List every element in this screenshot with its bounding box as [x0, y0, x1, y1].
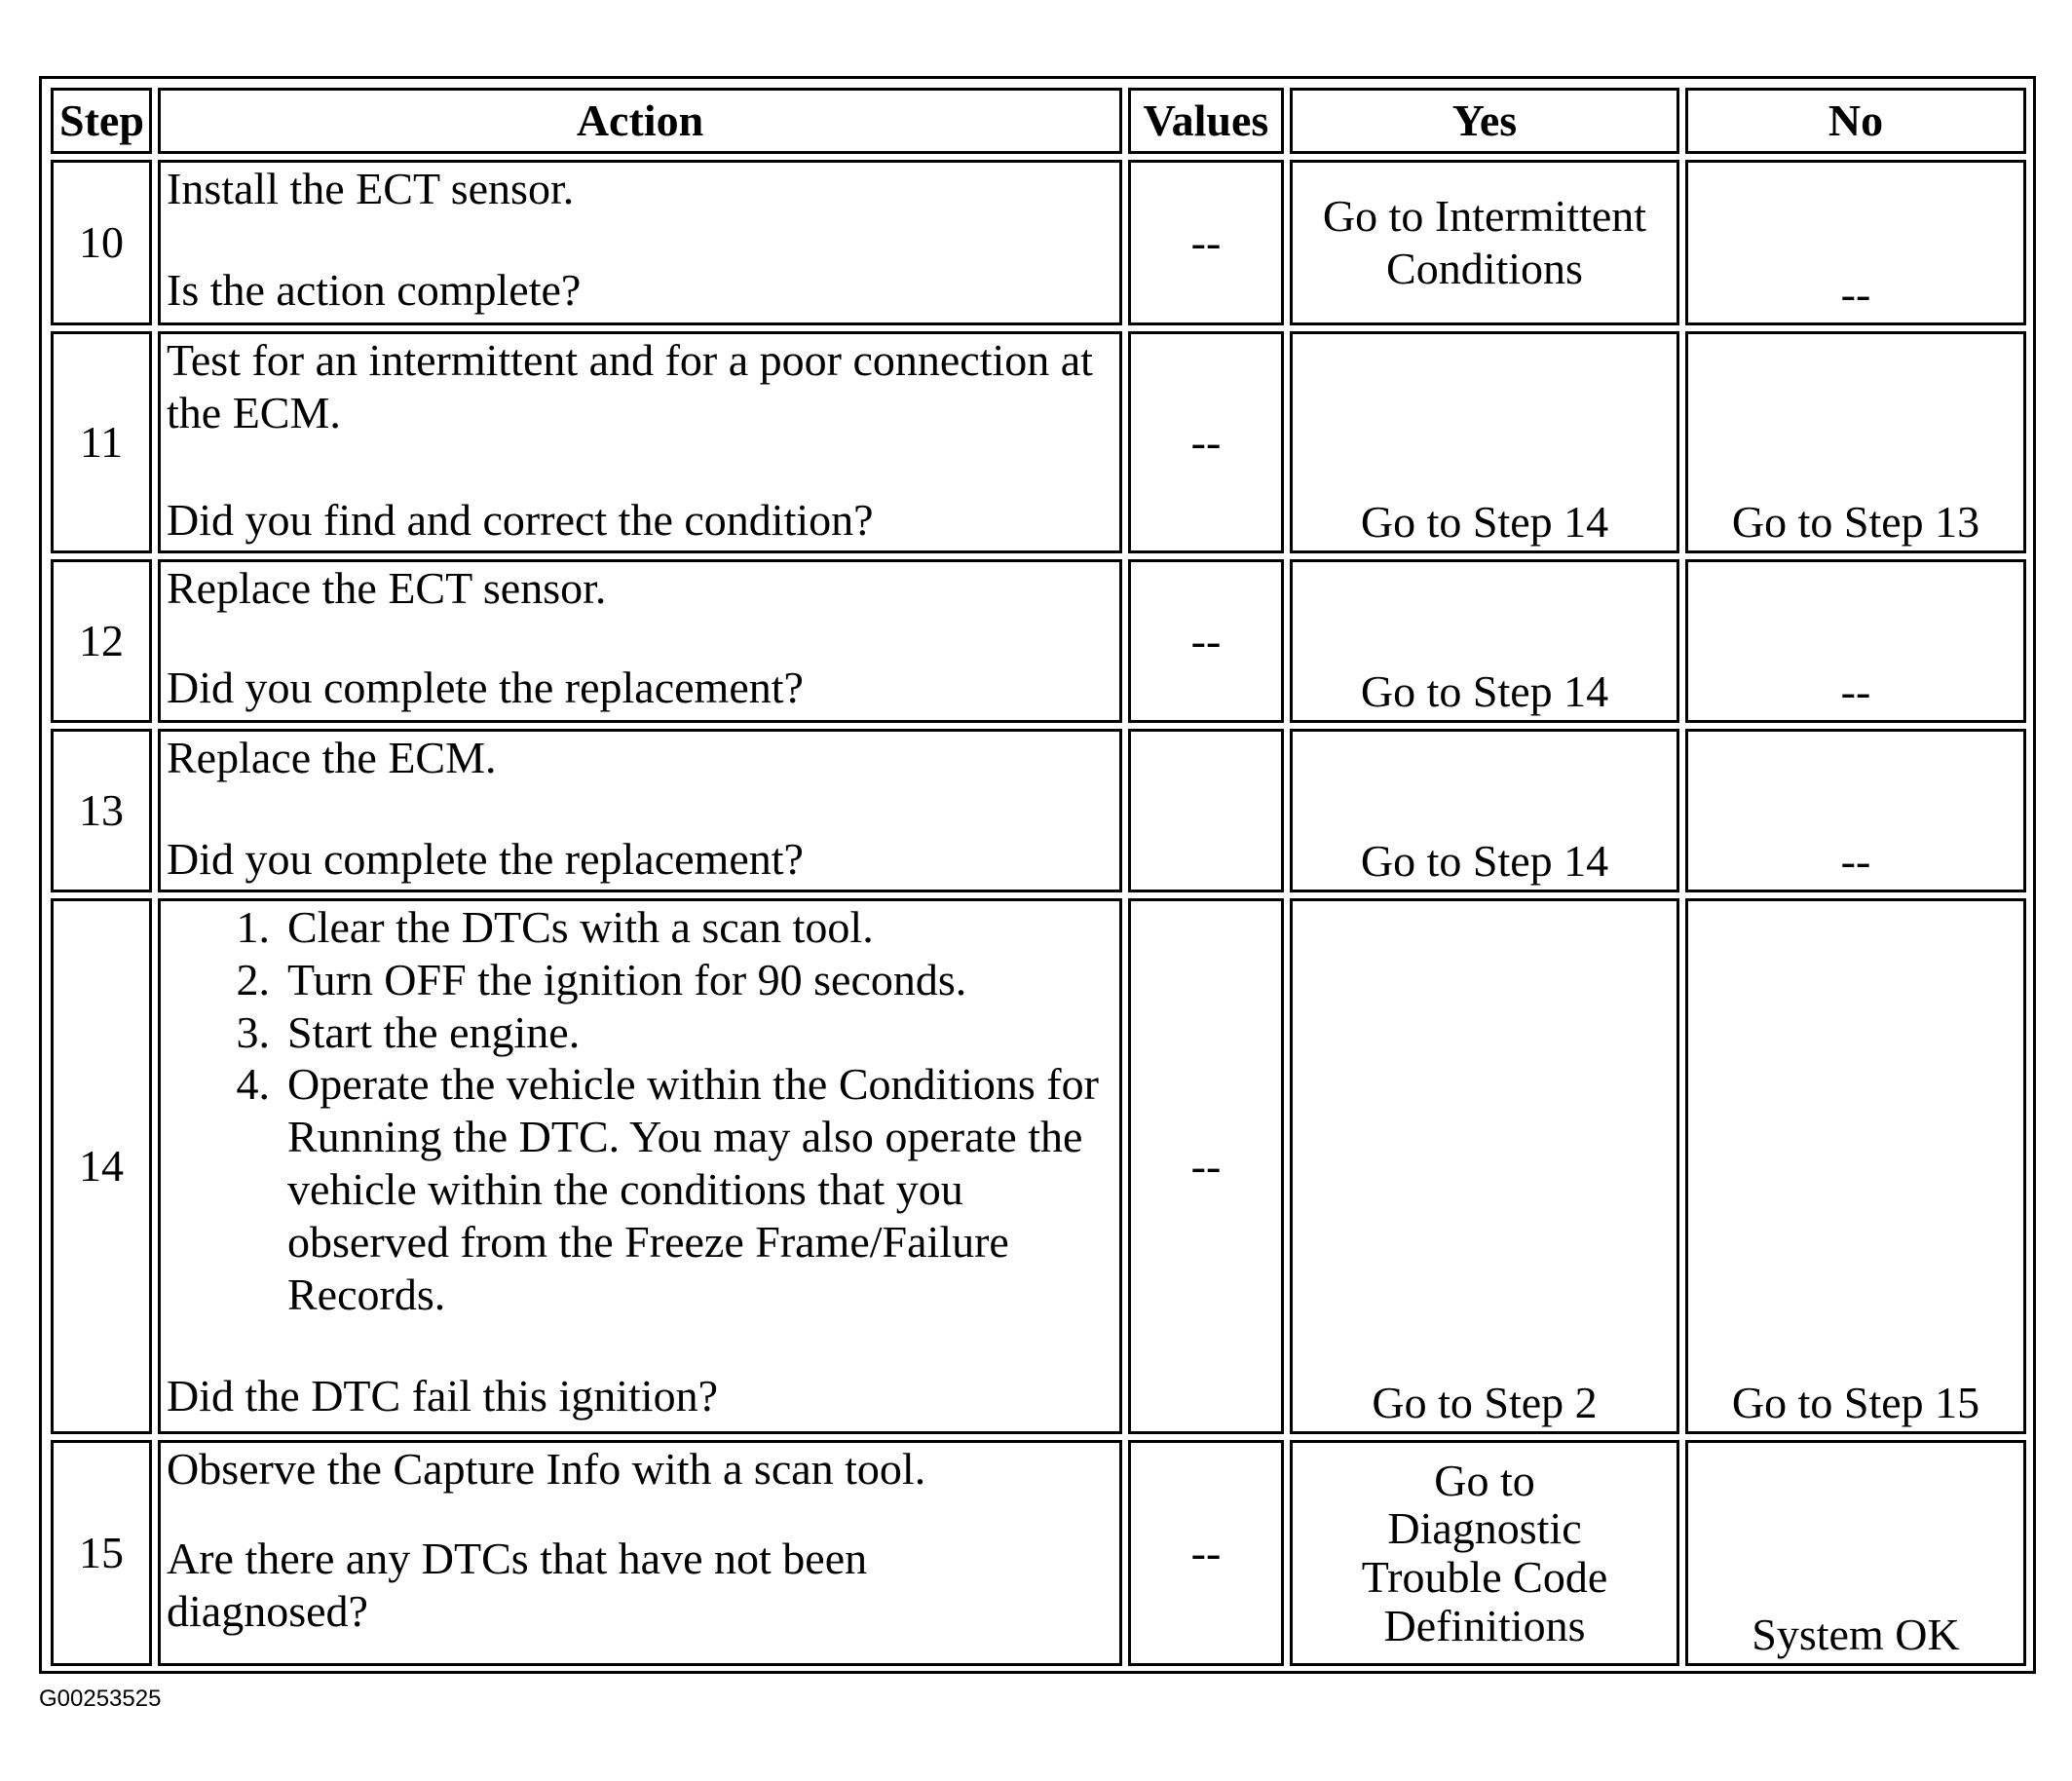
action-question: Did you complete the replacement? — [167, 662, 804, 712]
yes-cell — [1290, 1440, 1679, 1666]
step-number: 10 — [51, 160, 152, 325]
values-cell: -- — [1128, 160, 1284, 325]
no-cell — [1685, 331, 2026, 553]
table-row — [51, 898, 2026, 1434]
action-instruction: Observe the Capture Info with a scan tool. — [167, 1444, 926, 1494]
no-cell — [1685, 729, 2026, 892]
header-values: Values — [1128, 88, 1284, 154]
action-cell — [158, 729, 1122, 892]
action-instruction: Test for an intermittent and for a poor connection at the ECM. — [167, 335, 1093, 437]
step-number: 13 — [51, 729, 152, 892]
action-question: Did you complete the replacement? — [167, 833, 804, 884]
action-cell — [158, 1440, 1122, 1666]
header-no: No — [1685, 88, 2026, 154]
no-cell — [1685, 559, 2026, 723]
list-item: 3. Start the engine. — [236, 1006, 581, 1057]
list-item: 2. Turn OFF the ignition for 90 seconds. — [236, 954, 967, 1004]
table-row — [51, 729, 2026, 892]
yes-cell — [1290, 331, 1679, 553]
table-row — [51, 1440, 2026, 1666]
action-cell — [158, 898, 1122, 1434]
no-result: System OK — [1752, 1610, 1960, 1660]
action-instruction: Replace the ECT sensor. — [167, 563, 607, 613]
yes-result: Go to Diagnostic Trouble Code Definitions — [1361, 1455, 1608, 1650]
action-instruction: Install the ECT sensor. — [167, 164, 575, 213]
header-yes: Yes — [1290, 88, 1679, 154]
action-question: Is the action complete? — [167, 264, 582, 315]
list-item: 1. Clear the DTCs with a scan tool. — [236, 902, 874, 952]
header-action: Action — [158, 88, 1122, 154]
yes-result: Go to Step 14 — [1360, 666, 1609, 717]
step-number: 14 — [51, 898, 152, 1434]
header-step: Step — [51, 88, 152, 154]
action-cell — [158, 559, 1122, 723]
values-cell — [1128, 729, 1284, 892]
yes-result: Go to Intermittent Conditions — [1322, 191, 1647, 293]
no-result: Go to Step 15 — [1731, 1378, 1980, 1428]
step-number: 15 — [51, 1440, 152, 1666]
list-item: 4. Operate the vehicle within the Conditions for Running the DTC. You may also operate the vehicle within the conditions that you observed from the Freeze Frame/Failure Records. — [236, 1059, 1099, 1319]
values-cell: -- — [1128, 898, 1284, 1434]
action-question: Did you find and correct the condition? — [167, 494, 874, 545]
action-instruction: Replace the ECM. — [167, 733, 497, 782]
step-number: 12 — [51, 559, 152, 723]
table-row — [51, 160, 2026, 325]
values-cell: -- — [1128, 559, 1284, 723]
no-cell — [1685, 898, 2026, 1434]
yes-cell — [1290, 160, 1679, 325]
action-question: Did the DTC fail this ignition? — [167, 1370, 718, 1421]
figure-code: G00253525 — [39, 1686, 162, 1712]
step-number: 11 — [51, 331, 152, 553]
values-cell: -- — [1128, 331, 1284, 553]
no-cell — [1685, 1440, 2026, 1666]
action-question: Are there any DTCs that have not been diagnosed? — [167, 1533, 868, 1636]
yes-result: Go to Step 14 — [1360, 836, 1609, 887]
yes-cell — [1290, 729, 1679, 892]
no-result: -- — [1840, 836, 1871, 887]
yes-cell — [1290, 898, 1679, 1434]
no-result: Go to Step 13 — [1731, 497, 1980, 548]
yes-result: Go to Step 2 — [1372, 1378, 1598, 1428]
action-cell — [158, 160, 1122, 325]
no-result: -- — [1840, 269, 1871, 320]
yes-cell — [1290, 559, 1679, 723]
header-row — [51, 88, 2026, 154]
table-row — [51, 331, 2026, 553]
values-cell: -- — [1128, 1440, 1284, 1666]
action-cell — [158, 331, 1122, 553]
diagnostic-table — [45, 82, 2032, 1672]
table-row — [51, 559, 2026, 723]
procedure-list — [167, 901, 1113, 1321]
no-cell — [1685, 160, 2026, 325]
yes-result: Go to Step 14 — [1360, 497, 1609, 548]
no-result: -- — [1840, 666, 1871, 717]
